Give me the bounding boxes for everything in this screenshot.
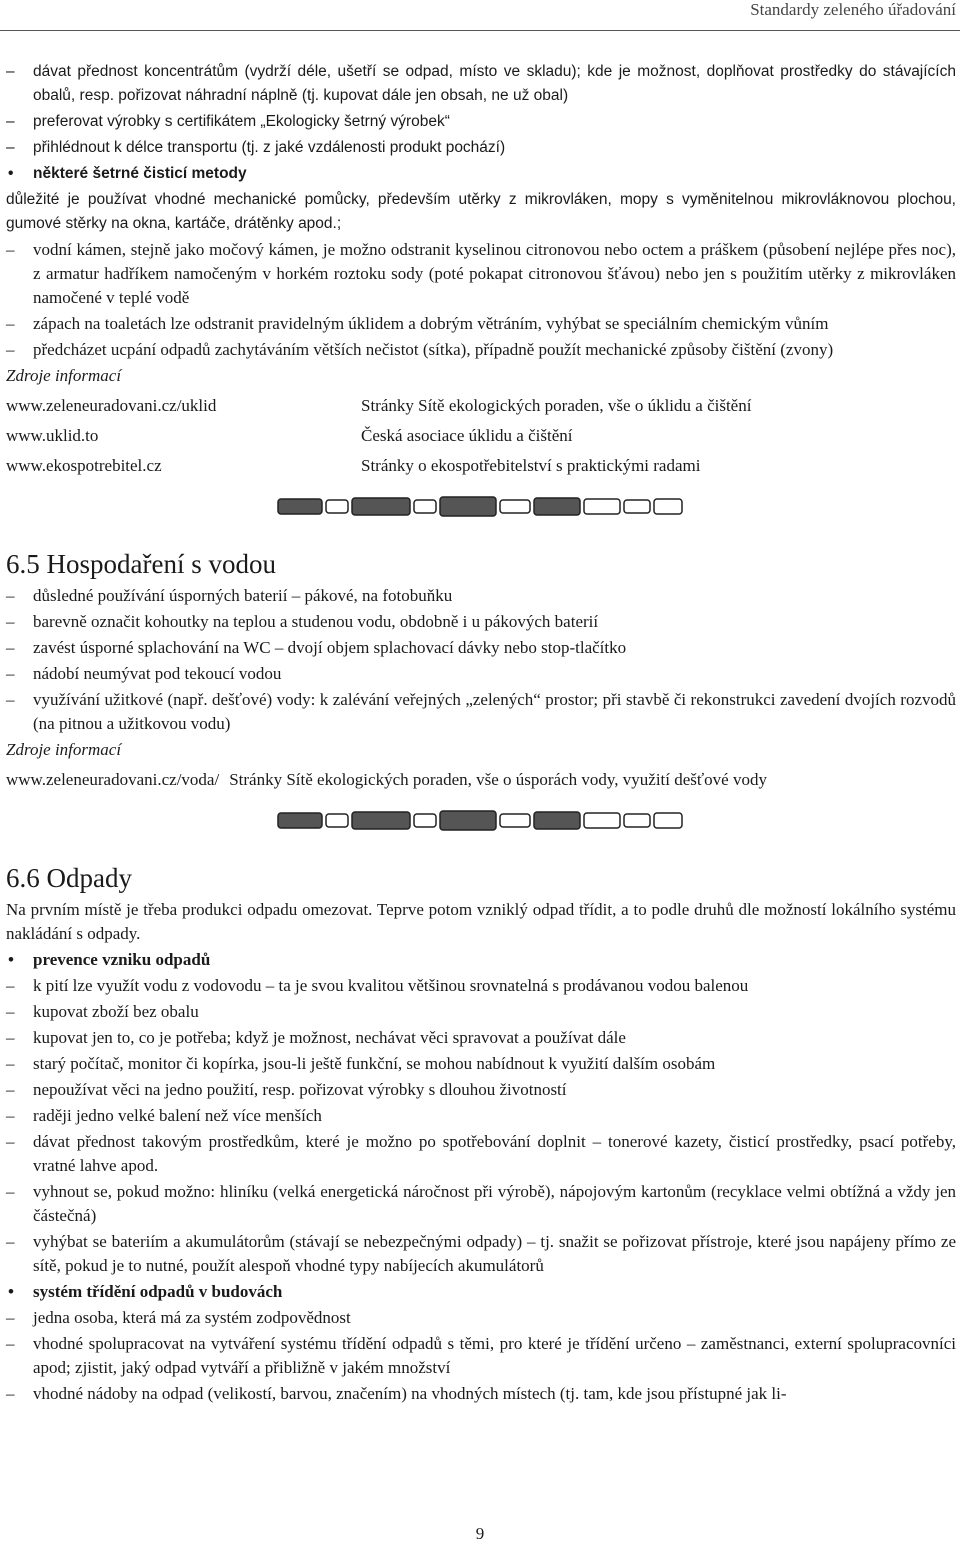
list-item: – vodní kámen, stejně jako močový kámen, je možno odstranit kyselinou citronovou nebo octem a práškem (působení nejlépe přes noc), z armatur hadříkem namočeným v horkém roztoku sody (poté pokapat citronovou šťávou) nebo jen s použitím utěrky z mikrovláken namočené v teplé vodě	[6, 238, 956, 310]
source-description: Stránky Sítě ekologických poraden, vše o úklidu a čištění	[361, 396, 752, 415]
list-item: – jedna osoba, která má za systém zodpovědnost	[6, 1306, 956, 1330]
list-item: – nádobí neumývat pod tekoucí vodou	[6, 662, 956, 686]
list-item: – k pití lze využít vodu z vodovodu – ta je svou kvalitou většinou srovnatelná s prodávanou vodou balenou	[6, 974, 956, 998]
list-item: – vhodné nádoby na odpad (velikostí, barvou, značením) na vhodných místech (tj. tam, kde jsou přístupné jak li-	[6, 1382, 956, 1406]
section-title: Odpady	[46, 863, 132, 893]
waste-intro: Na prvním místě je třeba produkci odpadu omezovat. Teprve potom vzniklý odpad třídit, a to podle druhů dle možností lokálního systému nakládání s odpady.	[6, 900, 956, 943]
list-item: – kupovat jen to, co je potřeba; když je možnost, nechávat věci spravovat a používat dále	[6, 1026, 956, 1050]
source-row	[6, 454, 956, 484]
section-number: 6.5	[6, 549, 40, 579]
sources-heading: Zdroje informací	[6, 740, 122, 759]
source-row	[6, 424, 956, 454]
list-item: – raději jedno velké balení než více menších	[6, 1104, 956, 1128]
list-item: – nepoužívat věci na jedno použití, resp. pořizovat výrobky s dlouhou životností	[6, 1078, 956, 1102]
list-item: – zavést úsporné splachování na WC – dvojí objem splachovací dávky nebo stop-tlačítko	[6, 636, 956, 660]
prevention-bullet-heading: • prevence vzniku odpadů	[6, 948, 956, 972]
list-item: – přihlédnout k délce transportu (tj. z jaké vzdálenosti produkt pochází)	[6, 136, 956, 160]
source-description: Stránky o ekospotřebitelství s praktickými radami	[361, 456, 701, 475]
source-row	[6, 768, 956, 798]
source-description: Stránky Sítě ekologických poraden, vše o úsporách vody, využití dešťové vody	[229, 770, 767, 789]
list-item: – starý počítač, monitor či kopírka, jsou-li ještě funkční, se mohou nabídnout k využití dalším osobám	[6, 1052, 956, 1076]
list-item: – preferovat výrobky s certifikátem „Ekologicky šetrný výrobek“	[6, 110, 956, 134]
list-item: – barevně označit kohoutky na teplou a studenou vodu, obdobně i u pákových baterií	[6, 610, 956, 634]
stones-divider-icon	[276, 494, 686, 520]
list-item: – vyhýbat se bateriím a akumulátorům (stávají se nebezpečnými odpady) – tj. snažit se pořizovat přístroje, které jsou napájeny přímo ze sítě, pokud je to nutné, použít alespoň vhodné typy nabíjecích akumulátorů	[6, 1230, 956, 1278]
section-heading-water	[6, 548, 956, 580]
sorting-bullet-heading: • systém třídění odpadů v budovách	[6, 1280, 956, 1304]
list-item: – využívání užitkové (např. dešťové) vody: k zalévání veřejných „zelených“ prostor; při stavbě či rekonstrukci zavedení dvojích rozvodů (na pitnou a užitkovou vodu)	[6, 688, 956, 736]
stones-divider-icon	[276, 808, 686, 834]
cleaning-intro: důležité je používat vhodné mechanické pomůcky, především utěrky z mikrovláken, mopy s vyměnitelnou mikrovláknovou plochou, gumové stěrky na okna, kartáče, drátěnky apod.;	[6, 191, 956, 232]
list-item: – zápach na toaletách lze odstranit pravidelným úklidem a dobrým větráním, vyhýbat se speciálním chemickým vůním	[6, 312, 956, 336]
list-item: – vyhnout se, pokud možno: hliníku (velká energetická náročnost při výrobě), nápojovým kartonům (recyklace velmi obtížná a vždy jen částečná)	[6, 1180, 956, 1228]
cleaning-bullet-heading: • některé šetrné čisticí metody	[6, 162, 956, 186]
decorative-separator	[6, 494, 956, 520]
list-item: – dávat přednost takovým prostředkům, které je možno po spotřebování doplnit – tonerové kazety, čisticí prostředky, psací potřeby, vratné lahve apod.	[6, 1130, 956, 1178]
list-item: – předcházet ucpání odpadů zachytáváním větších nečistot (sítka), případně použít mechanické způsoby čištění (zvony)	[6, 338, 956, 362]
source-link[interactable]: www.zeleneuradovani.cz/voda/	[6, 770, 220, 789]
running-header: Standardy zeleného úřadování	[750, 0, 956, 19]
list-item: – vhodné spolupracovat na vytváření systému třídění odpadů s těmi, pro které je třídění určeno – zaměstnanci, externí spolupracovníci apod; zjistit, jaký odpad vytváří a přibližně v jakém množství	[6, 1332, 956, 1380]
sources-heading: Zdroje informací	[6, 366, 122, 385]
section-title: Hospodaření s vodou	[46, 549, 276, 579]
source-description: Česká asociace úklidu a čištění	[361, 426, 573, 445]
decorative-separator	[6, 808, 956, 834]
source-link[interactable]: www.uklid.to	[6, 426, 99, 445]
header-rule	[0, 30, 960, 31]
section-heading-waste	[6, 862, 956, 894]
page-number: 9	[475, 1524, 485, 1543]
source-link[interactable]: www.ekospotrebitel.cz	[6, 456, 162, 475]
source-row	[6, 394, 956, 424]
list-item: – dávat přednost koncentrátům (vydrží déle, ušetří se odpad, místo ve skladu); kde je možnost, doplňovat prostředky do stávajících obalů, resp. pořizovat náhradní náplně (tj. kupovat dále jen obsah, ne už obal)	[6, 60, 956, 108]
source-link[interactable]: www.zeleneuradovani.cz/uklid	[6, 396, 217, 415]
section-number: 6.6	[6, 863, 40, 893]
list-item: – kupovat zboží bez obalu	[6, 1000, 956, 1024]
list-item: – důsledné používání úsporných baterií – pákové, na fotobuňku	[6, 584, 956, 608]
page-content	[6, 60, 956, 1408]
